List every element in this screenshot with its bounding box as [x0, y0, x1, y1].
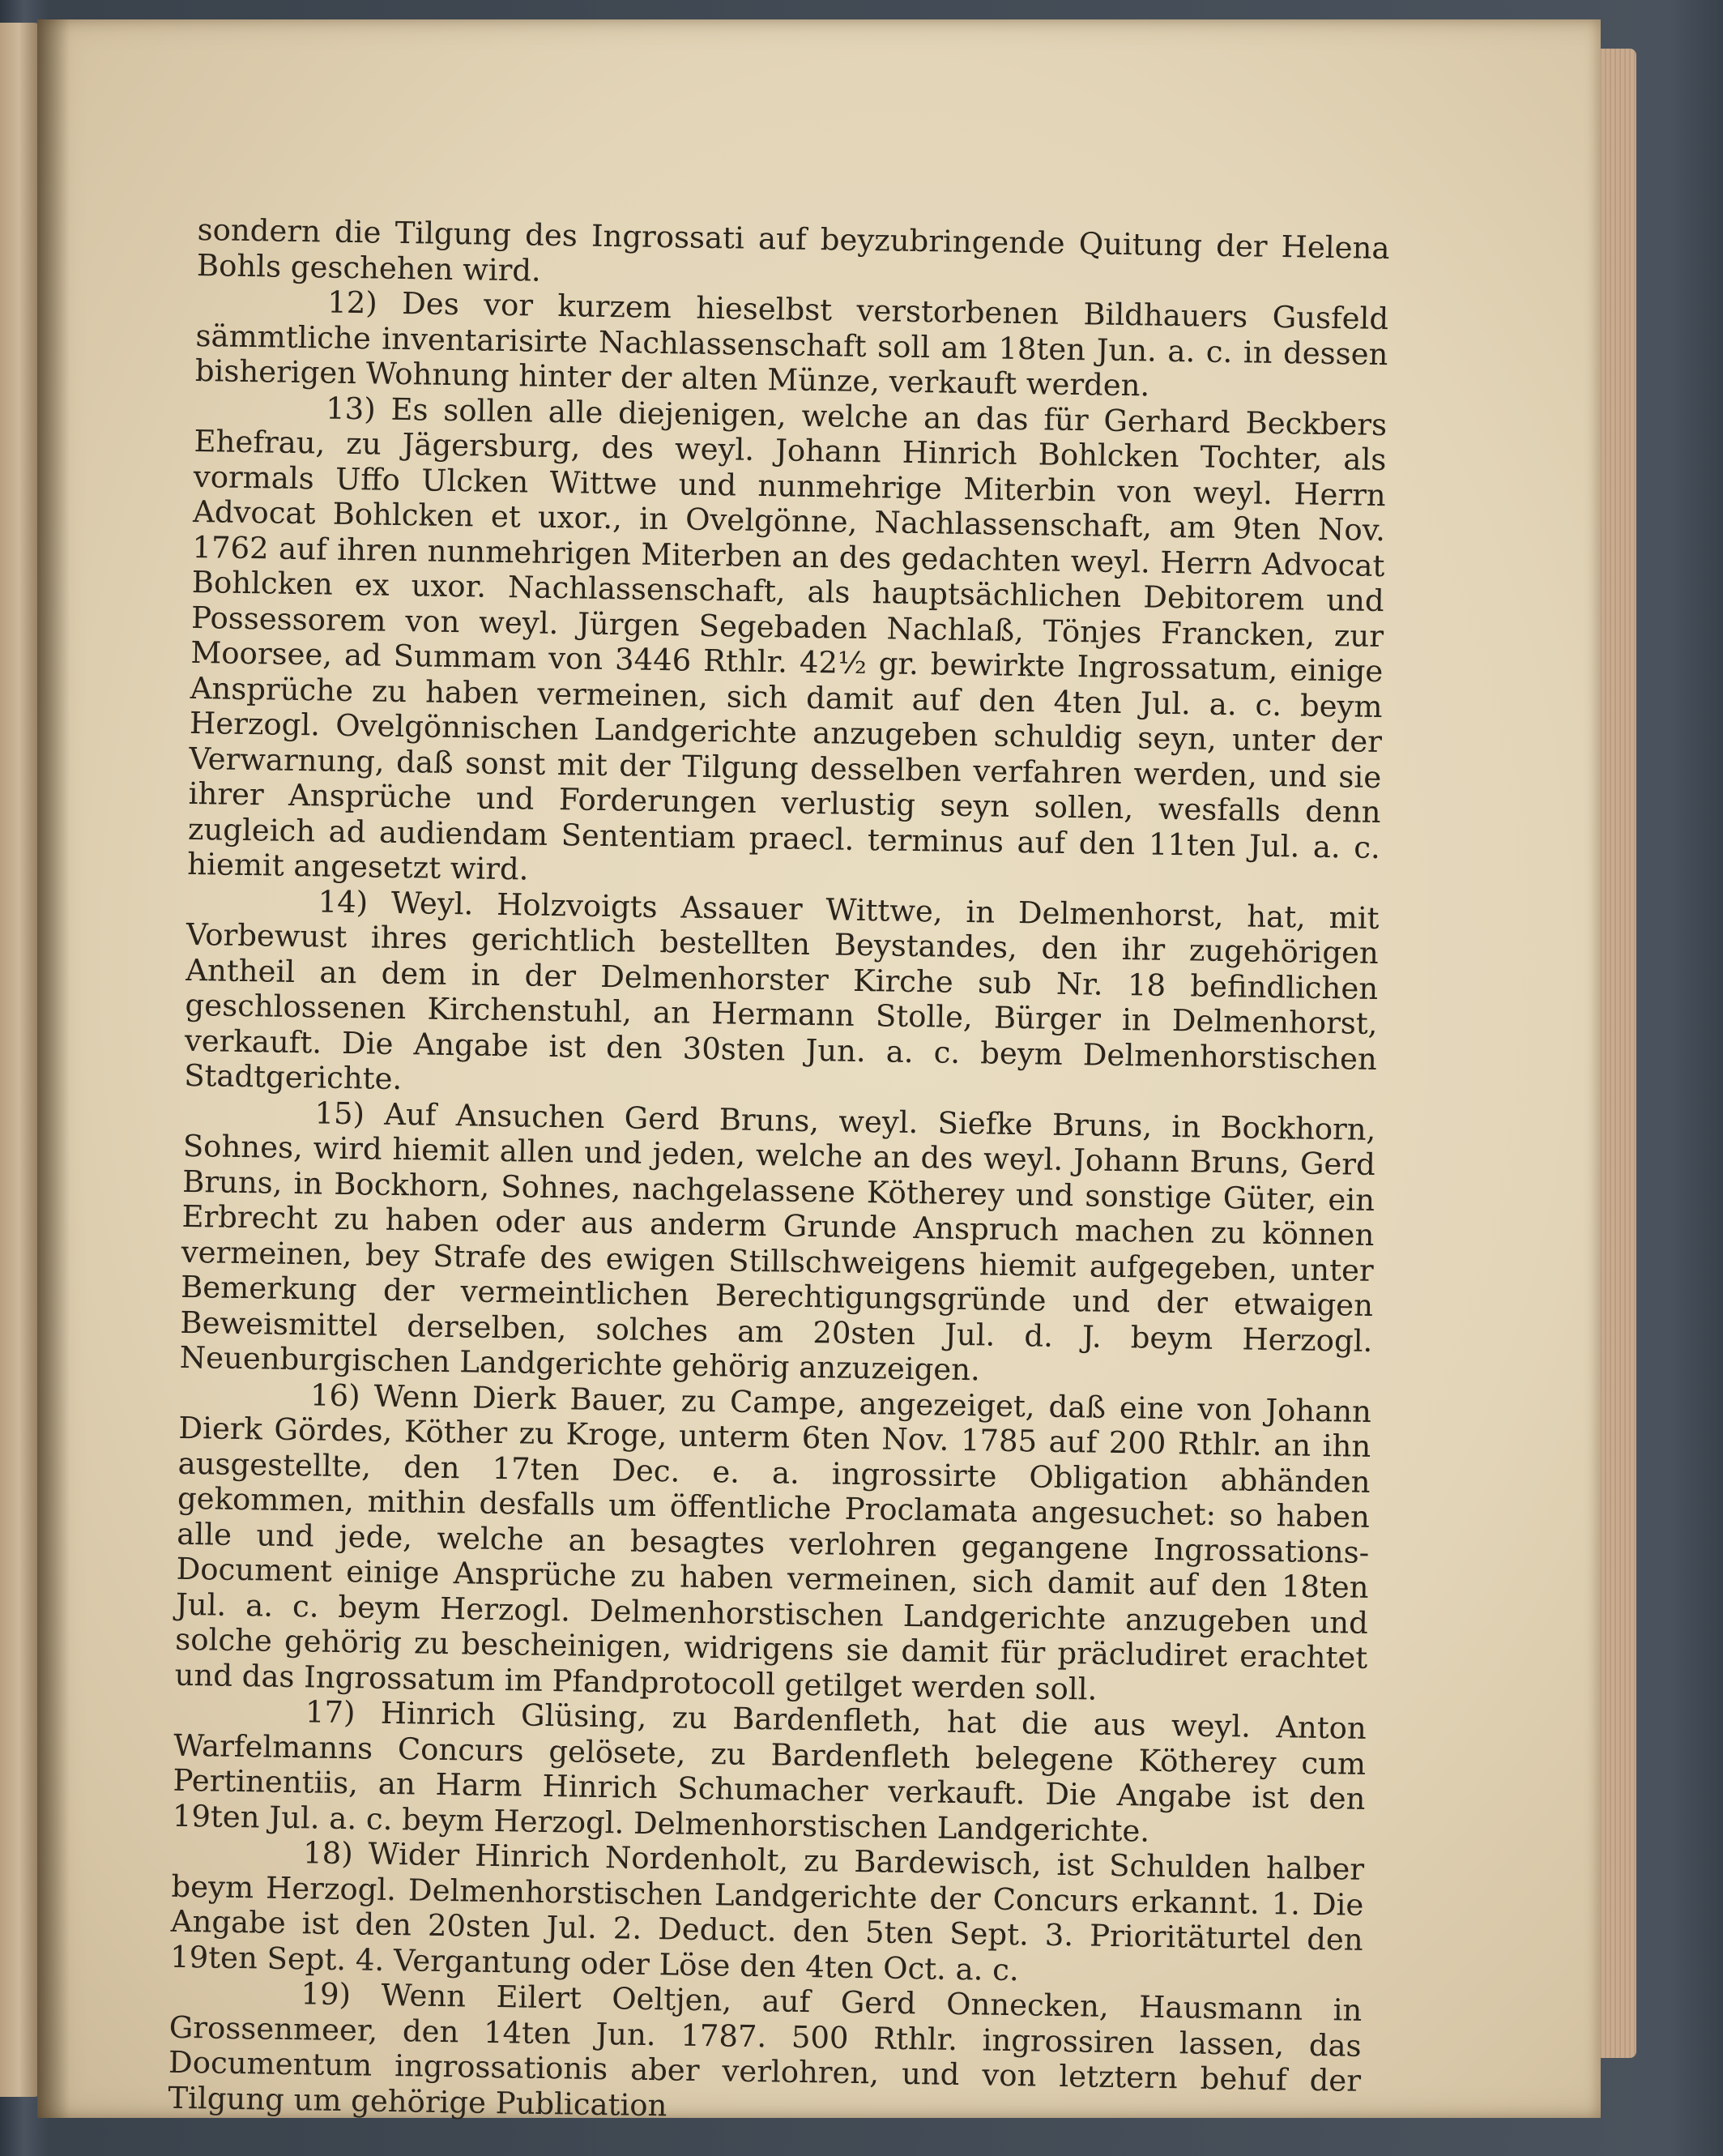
paragraph-15: 15) Auf Ansuchen Gerd Bruns, weyl. Siefke Bruns, in Bockhorn, Sohnes, wird hiemit allen und jeden, welche an des weyl. Johann Bruns, Gerd Bruns, in Bockhorn, Sohnes, nachgelassene Kötherey und sonstige Güter, ein Erbrecht zu haben oder aus anderm Grunde Anspruch machen zu können vermeinen, bey Strafe des ewigen Stillschweigens hiemit aufgegeben, unter Bemerkung der vermeintlichen Berechtigungsgründe und der etwaigen Beweismittel derselben, solches am 20sten Jul. d. J. beym Herzogl. Neuenburgischen Landgerichte gehörig anzuzeigen. [179, 1095, 1376, 1388]
paragraph-12: 12) Des vor kurzem hieselbst verstorbenen Bildhauers Gusfeld sämmtliche inventarisirte Nachlassenschaft soll am 18ten Jun. a. c. in dessen bisherigen Wohnung hinter der alten Münze, verkauft werden. [194, 284, 1389, 403]
page-gutter-shadow [37, 19, 70, 2118]
paragraph-13: 13) Es sollen alle diejenigen, welche an das für Gerhard Beckbers Ehefrau, zu Jägersburg, des weyl. Johann Hinrich Bohlcken Tochter, als vormals Uffo Ulcken Wittwe und nunmehrige Miterbin von weyl. Herrn Advocat Bohlcken et uxor., in Ovelgönne, Nachlassenschaft, am 9ten Nov. 1762 auf ihren nunmehrigen Miterben an des gedachten weyl. Herrn Advocat Bohlcken ex uxor. Nachlassenschaft, als hauptsächlichen Debitorem und Possessorem von weyl. Jürgen Segebaden Nachlaß, Tönjes Francken, zur Moorsee, ad Summam von 3446 Rthlr. 42½ gr. bewirkte Ingrossatum, einige Ansprüche zu haben vermeinen, sich damit auf den 4ten Jul. a. c. beym Herzogl. Ovelgönnischen Landgerichte anzugeben schuldig seyn, unter der Verwarnung, daß sonst mit der Tilgung desselben verfahren werden, und sie ihrer Ansprüche und Forderungen verlustig seyn sollen, wesfalls denn zugleich ad audiendam Sententiam praecl. terminus auf den 11ten Jul. a. c. hiemit angesetzt wird. [187, 391, 1388, 887]
paragraph-17: 17) Hinrich Glüsing, zu Bardenfleth, hat die aus weyl. Anton Warfelmanns Concurs gelösete, zu Bardenfleth belegene Kötherey cum Pertinentiis, an Harm Hinrich Schumacher verkauft. Die Angabe ist den 19ten Jul. a. c. beym Herzogl. Delmenhorstischen Landgerichte. [172, 1694, 1367, 1849]
page-text [168, 212, 1390, 2134]
paragraph-18: 18) Wider Hinrich Nordenholt, zu Bardewisch, ist Schulden halber beym Herzogl. Delmenhorstischen Landgerichte der Concurs erkannt. 1. Die Angabe ist den 20sten Jul. 2. Deduct. den 5ten Sept. 3. Prioritäturtel den 19ten Sept. 4. Vergantung oder Löse den 4ten Oct. a. c. [169, 1835, 1365, 1987]
paragraph-16: 16) Wenn Dierk Bauer, zu Campe, angezeiget, daß eine von Johann Dierk Gördes, Köther zu Kroge, unterm 6ten Nov. 1785 auf 200 Rthlr. an ihn ausgestellte, den 17ten Dec. e. a. ingrossirte Obligation abhänden gekommen, mithin desfalls um öffentliche Proclamata angesuchet: so haben alle und jede, welche an besagtes verlohren gegangene Ingrossations-Document einige Ansprüche zu haben vermeinen, sich damit auf den 18ten Jul. a. c. beym Herzogl. Delmenhorstischen Landgerichte anzugeben und solche gehörig zu bescheinigen, widrigens sie damit für präcludiret erachtet und das Ingrossatum im Pfandprotocoll getilget werden soll. [174, 1377, 1372, 1707]
paragraph-19: 19) Wenn Eilert Oeltjen, auf Gerd Onnecken, Hausmann in Grossenmeer, den 14ten Jun. 1787. 500 Rthlr. ingrossiren lassen, das Documentum ingrossationis aber verlohren, und von letztern behuf der Tilgung um gehörige Publication [168, 1976, 1363, 2123]
left-page-edge [0, 23, 42, 2097]
paragraph-14: 14) Weyl. Holzvoigts Assauer Wittwe, in Delmenhorst, hat, mit Vorbewust ihres gerichtlich bestellten Beystandes, den ihr zugehörigen Antheil an dem in der Delmenhorster Kirche sub Nr. 18 befindlichen geschlossenen Kirchenstuhl, an Hermann Stolle, Bürger in Delmenhorst, verkauft. Die Angabe ist den 30sten Jun. a. c. beym Delmenhorstischen Stadtgerichte. [183, 883, 1380, 1097]
paragraph-continuation: sondern die Tilgung des Ingrossati auf beyzubringende Quitung der Helena Bohls geschehen wird. [196, 212, 1390, 288]
